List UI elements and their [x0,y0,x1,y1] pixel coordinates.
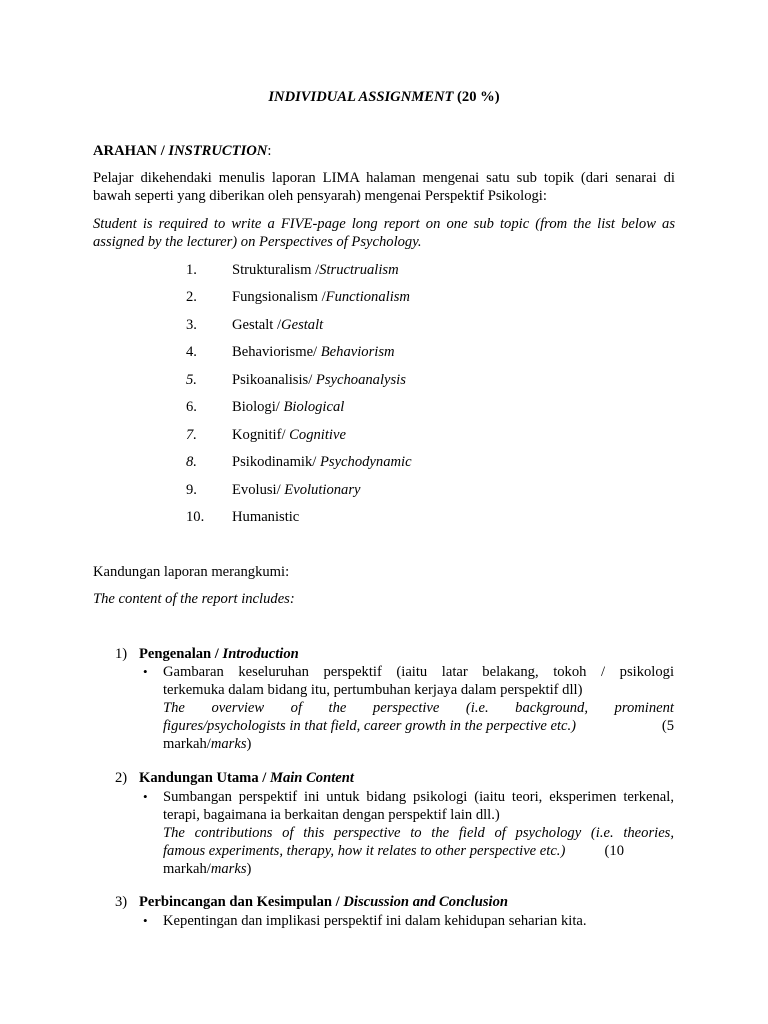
marks-ms: markah/ [163,861,211,877]
title-weight: (20 %) [453,89,500,105]
page-title [0,88,768,106]
topic-number: 4. [186,344,197,360]
topic-item [232,398,344,416]
section-title [139,645,299,663]
topic-en: Behaviorism [320,344,395,360]
topic-ms: Kognitif/ [232,427,290,443]
instruction-heading-colon: : [267,143,272,159]
topic-ms: Gestalt / [232,317,282,333]
topic-ms: Evolusi/ [232,482,285,498]
topic-item [232,288,410,306]
instruction-ms-line: Pelajar dikehendaki menulis laporan LIMA halaman mengenai satu sub topik (dari senarai di [93,170,675,186]
topic-number: 6. [186,399,197,415]
section-title-ms: Kandungan Utama / [139,770,270,786]
topic-number: 2. [186,289,197,305]
instruction-heading-en: INSTRUCTION [168,143,268,159]
section-title [139,769,354,787]
bullet-ms-line: terkemuka dalam bidang itu, pertumbuhan kerjaya dalam perspektif dll) [163,682,583,698]
section-title-ms: Pengenalan / [139,646,223,662]
section-title-en: Main Content [269,770,354,786]
instruction-en-line: assigned by the lecturer) on Perspectives of Psychology. [93,234,422,250]
instruction-paragraph-en [93,215,675,251]
marks-close: ) [246,736,252,752]
bullet-en-text: famous experiments, therapy, how it relates to other perspective etc.) [163,843,566,859]
bullet-en-line [163,717,674,735]
topic-item [232,481,361,499]
bullet-en-text: figures/psychologists in that field, career growth in the perpective etc.) [163,718,576,734]
bullet-ms-line: Gambaran keseluruhan perspektif (iaitu latar belakang, tokoh / psikologi [163,664,674,680]
instruction-heading-ms: ARAHAN / [93,143,169,159]
section-bullet-text [163,788,674,878]
topic-number: 9. [186,482,197,498]
topic-number: 5. [186,372,197,388]
marks-line [163,860,674,878]
section-bullet-text [163,912,674,930]
bullet-ms-line: Sumbangan perspektif ini untuk bidang psikologi (iaitu teori, eksperimen terkenal, [163,789,674,805]
topic-en: Evolutionary [284,482,361,498]
topic-item [232,316,323,334]
instruction-en-line: Student is required to write a FIVE-page long report on one sub topic (from the list below as [93,216,675,232]
topic-ms: Fungsionalism / [232,289,326,305]
topic-ms: Psikoanalisis/ [232,372,316,388]
bullet-ms-line: terapi, bagaimana ia berkaitan dengan perspektif lain dll.) [163,807,500,823]
topic-en: Cognitive [289,427,346,443]
topic-ms: Psikodinamik/ [232,454,320,470]
bullet-icon: • [143,789,148,804]
section-number: 2) [115,770,128,786]
topic-en: Functionalism [325,289,410,305]
topic-ms: Biologi/ [232,399,284,415]
topic-number: 3. [186,317,197,333]
title-main: INDIVIDUAL ASSIGNMENT [268,89,454,105]
content-intro-en: The content of the report includes: [93,591,295,607]
topic-en: Psychodynamic [319,454,412,470]
marks-line [163,735,674,753]
section-title [139,893,508,911]
topic-en: Structrualism [319,262,399,278]
topic-number: 7. [186,427,197,443]
topic-number: 1. [186,262,197,278]
section-number: 1) [115,646,128,662]
topic-item [232,508,299,526]
instruction-heading [93,142,271,160]
section-number: 3) [115,894,128,910]
topic-item [232,453,412,471]
topic-item [232,371,406,389]
bullet-en-line [163,842,674,860]
content-intro-ms: Kandungan laporan merangkumi: [93,564,290,580]
bullet-en-line: The contributions of this perspective to the field of psychology (i.e. theories, [163,825,674,841]
topic-item [232,343,395,361]
section-title-en: Discussion and Conclusion [343,894,509,910]
marks-ms: markah/ [163,736,211,752]
marks-value: (10 [604,843,624,859]
topic-en: Psychoanalysis [315,372,406,388]
section-bullet-text [163,663,674,753]
topic-number: 8. [186,454,197,470]
bullet-ms-line: Kepentingan dan implikasi perspektif ini dalam kehidupan seharian kita. [163,913,587,929]
topic-ms: Humanistic [232,509,300,525]
topic-en: Gestalt [281,317,324,333]
topic-ms: Behaviorisme/ [232,344,321,360]
marks-value: (5 [661,718,674,734]
marks-en: marks [210,736,247,752]
topic-number: 10. [186,509,205,525]
bullet-icon: • [143,913,148,928]
bullet-icon: • [143,664,148,679]
section-title-ms: Perbincangan dan Kesimpulan / [139,894,344,910]
topic-item [232,261,399,279]
instruction-ms-line: bawah seperti yang diberikan oleh pensyarah) mengenai Perspektif Psikologi: [93,188,547,204]
topic-item [232,426,346,444]
instruction-paragraph-ms [93,169,675,205]
section-title-en: Introduction [222,646,299,662]
topic-en: Biological [283,399,345,415]
marks-close: ) [246,861,252,877]
marks-en: marks [210,861,247,877]
topic-ms: Strukturalism / [232,262,320,278]
bullet-en-line: The overview of the perspective (i.e. background, prominent [163,700,674,716]
